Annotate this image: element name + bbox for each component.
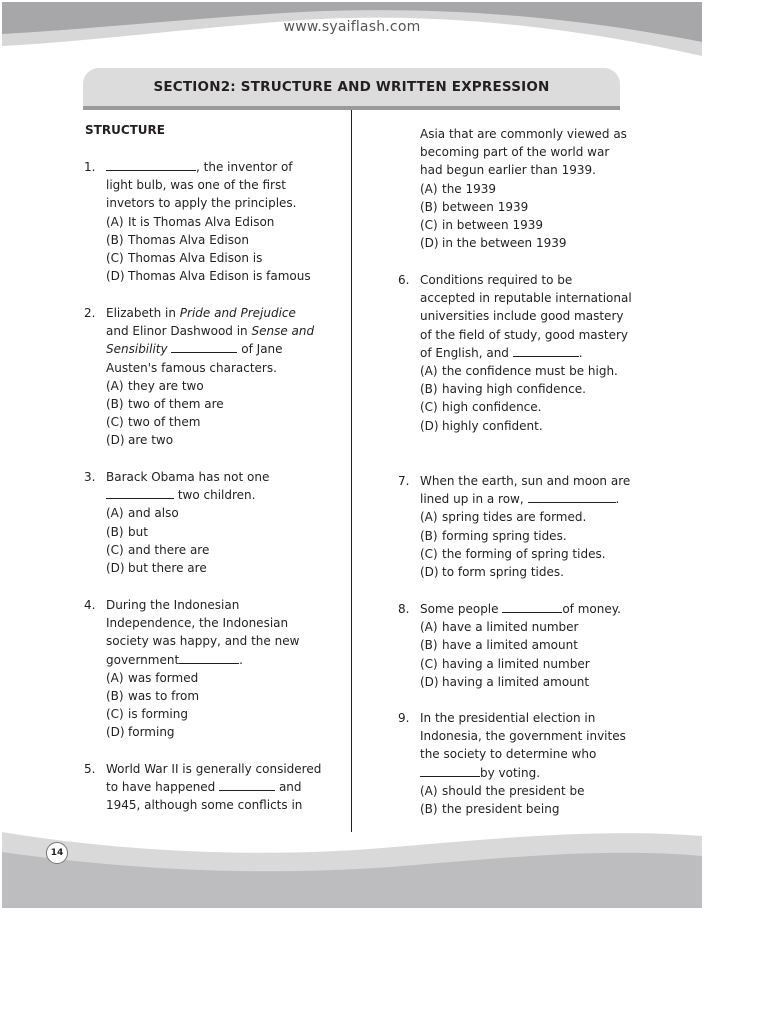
section-title: SECTION2: STRUCTURE AND WRITTEN EXPRESSION [83,68,620,110]
answer-blank [106,159,196,171]
option-d: (D) are two [106,433,174,448]
option-a: (A) It is Thomas Alva Edison [106,214,275,229]
answer-options [106,504,316,577]
option-b: (B) forming spring tides. [420,528,567,543]
footer-wave-decoration [2,822,702,908]
option-b: (B) the president being [420,802,560,817]
site-url: www.syaiflash.com [283,19,421,35]
question-number: 7. [398,474,410,488]
option-d: (D) to form spring tides. [420,565,564,580]
answer-blank [219,779,275,791]
option-a: (A) the 1939 [420,181,497,196]
question-number: 3. [84,470,96,484]
answer-options [420,782,630,818]
column-divider [351,110,352,832]
option-c: (C) is forming [106,707,188,722]
option-a: (A) have a limited number [420,620,579,635]
answer-blank [171,341,237,353]
option-a: (A) and also [106,506,179,521]
option-d: (D) highly confident. [420,418,543,433]
option-b: (B) having high confidence. [420,382,586,397]
option-c: (C) two of them [106,415,201,430]
option-b: (B) was to from [106,689,200,704]
answer-options [106,669,316,742]
option-d: (D) having a limited amount [420,674,590,689]
answer-blank [420,765,480,777]
option-d: (D) forming [106,725,175,740]
question-number: 5. [84,762,96,776]
answer-options [420,618,630,691]
option-b: (B) but [106,524,148,539]
option-c: (C) Thomas Alva Edison is [106,251,263,266]
option-b: (B) between 1939 [420,199,529,214]
question-number: 6. [398,273,410,287]
option-b: (B) have a limited amount [420,638,578,653]
option-c: (C) high confidence. [420,400,542,415]
page-number: 14 [46,842,68,864]
option-a: (A) they are two [106,378,204,393]
answer-blank [106,487,174,499]
option-a: (A) spring tides are formed. [420,510,587,525]
option-c: (C) and there are [106,542,210,557]
answer-blank [513,345,579,357]
option-d: (D) in the between 1939 [420,236,567,251]
answer-blank [528,491,616,503]
option-a: (A) should the president be [420,783,585,798]
question-number: 1. [84,160,96,174]
answer-options [420,508,630,581]
question-number: 9. [398,711,410,725]
answer-options [106,213,316,286]
option-b: (B) two of them are [106,397,224,412]
option-a: (A) the confidence must be high. [420,364,618,379]
section-label: STRUCTURE [85,123,165,137]
option-c: (C) in between 1939 [420,218,543,233]
question-5-continued: Asia that are commonly viewed as becoming part of the world war had begun earlier than 1939. (A) the 1939 (B) between 1939 (C) in between 1939 (D) in the between 1939 [420,125,627,252]
answer-options [106,377,316,450]
answer-options [420,180,627,253]
option-c: (C) the forming of spring tides. [420,546,606,561]
answer-options [420,362,630,435]
page: www.syaiflash.com SECTION2: STRUCTURE AND WRITTEN EXPRESSION STRUCTURE 1. , the inventor of light bulb, was one of the first invetors to apply the principles. (A) It is Thomas Alva Edison (B) Thomas Alva Edison (C) Thomas Alva Edison is (D) Thomas Alva Edison is famous 2. Elizabeth in Pride and Prejudice and Elinor Dashwood in Sense and Sensibility of Jane Austen's famous characters. (A) they are two (B) two of them are (C) two of them (D) are two 3. Barack Obama has not one two children. (A) and also (B) but (C) and there are (D) but there are 4. During the Indonesian Independence, the Indonesian society was happy, and the new government . (A) was formed (B) was to from (C) is forming (D) forming 5. World War II is generally considered to have happened and 1945, although some conflicts in Asia that are commonly viewed as becoming part of the world war had begun earlier than 1939. (A) the 1939 (B) between 1939 (C) in between 1939 (D) in the between 1939 6. Conditions required to be accepted in reputable international universities include good mastery of the field of study, good mastery of English, and . (A) the confidence must be high. (B) having high confidence. (C) high confidence. (D) highly confident. 7. When the earth, sun and moon are lined up in a row, . (A) spring tides are formed. (B) forming spring tides. (C) the forming of spring tides. (D) to form spring tides. 8. Some people of money. (A) have a limited number (B) have a limited amount (C) having a limited number (D) having a limited amount 9. In the presidential election in Indonesia, the government invites the society to determine who by voting. (A) should the president be (B) the president being 14 [2,2,702,908]
question-number: 8. [398,602,410,616]
question-number: 4. [84,598,96,612]
answer-blank [502,601,562,613]
option-d: (D) Thomas Alva Edison is famous [106,269,311,284]
question-number: 2. [84,306,96,320]
answer-blank [179,652,239,664]
option-a: (A) was formed [106,670,199,685]
option-b: (B) Thomas Alva Edison [106,232,249,247]
option-d: (D) but there are [106,561,207,576]
option-c: (C) having a limited number [420,656,590,671]
